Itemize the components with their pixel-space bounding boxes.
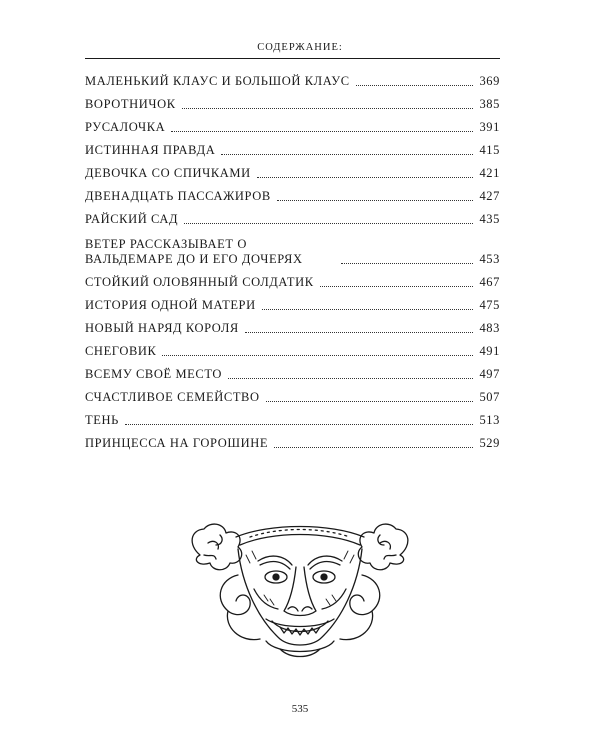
toc-entry-title: СНЕГОВИК	[85, 344, 157, 358]
toc-entry[interactable]	[85, 267, 500, 290]
toc-entry-title: ВСЕМУ СВОЁ МЕСТО	[85, 367, 223, 381]
dot-leader	[262, 308, 474, 310]
toc-entry-title: РАЙСКИЙ САД	[85, 212, 179, 226]
toc-entry-page: 475	[479, 298, 500, 312]
toc-entry-title: ТЕНЬ	[85, 413, 119, 427]
toc-entry-page: 507	[479, 390, 500, 404]
toc-entry-page: 497	[479, 367, 500, 381]
dot-leader	[356, 84, 474, 86]
dot-leader	[184, 222, 473, 224]
toc-entry-title: СЧАСТЛИВОЕ СЕМЕЙСТВО	[85, 390, 260, 404]
dot-leader	[162, 354, 473, 356]
dot-leader	[245, 331, 474, 333]
toc-entry[interactable]	[85, 382, 500, 405]
toc-entry-page: 421	[479, 166, 500, 180]
toc-entry[interactable]	[85, 359, 500, 382]
toc-entry-page: 513	[479, 413, 500, 427]
toc-entry-page: 435	[479, 212, 500, 226]
toc-entry-title: ДВЕНАДЦАТЬ ПАССАЖИРОВ	[85, 189, 271, 203]
toc-entry[interactable]	[85, 313, 500, 336]
toc-entry-page: 453	[479, 252, 500, 266]
toc-entry-page: 483	[479, 321, 500, 335]
dot-leader	[171, 130, 473, 132]
toc-entry-title: СТОЙКИЙ ОЛОВЯННЫЙ СОЛДАТИК	[85, 275, 314, 289]
toc-entry[interactable]	[85, 336, 500, 359]
toc-entry[interactable]	[85, 428, 500, 451]
toc-entry[interactable]	[85, 135, 500, 158]
toc-entry-page: 391	[479, 120, 500, 134]
grotesque-mask-vignette-icon	[180, 515, 420, 665]
dot-leader	[257, 176, 474, 178]
page-number: 535	[291, 703, 309, 715]
toc-entry-title: ИСТОРИЯ ОДНОЙ МАТЕРИ	[85, 298, 256, 312]
toc-entry-page: 427	[479, 189, 500, 203]
toc-entry-title: РУСАЛОЧКА	[85, 120, 166, 134]
toc-entry-title: ВЕТЕР РАССКАЗЫВАЕТ О ВАЛЬДЕМАРЕ ДО И ЕГО ДОЧЕРЯХ	[85, 237, 303, 266]
toc-entry-page: 529	[479, 436, 500, 450]
toc-entry[interactable]	[85, 89, 500, 112]
toc-entry-title: ПРИНЦЕССА НА ГОРОШИНЕ	[85, 436, 269, 450]
dot-leader	[182, 107, 474, 109]
toc-entry-title: ИСТИННАЯ ПРАВДА	[85, 143, 216, 157]
toc-entry[interactable]	[85, 66, 500, 89]
toc-entry[interactable]	[85, 112, 500, 135]
toc-entry-title: ВОРОТНИЧОК	[85, 97, 176, 111]
dot-leader	[125, 423, 474, 425]
toc-entry[interactable]	[85, 181, 500, 204]
dot-leader	[277, 199, 474, 201]
dot-leader	[228, 377, 473, 379]
toc-entry-title: ДЕВОЧКА СО СПИЧКАМИ	[85, 166, 251, 180]
toc-entry[interactable]	[85, 290, 500, 313]
toc-entry[interactable]	[85, 158, 500, 181]
toc-entry[interactable]	[85, 227, 500, 267]
toc-entry-page: 385	[479, 97, 500, 111]
toc-entry-title: МАЛЕНЬКИЙ КЛАУС И БОЛЬШОЙ КЛАУС	[85, 74, 350, 88]
toc-entry-page: 491	[479, 344, 500, 358]
dot-leader	[320, 285, 474, 287]
header-rule	[85, 58, 500, 59]
toc-entry-page: 415	[479, 143, 500, 157]
toc-entry[interactable]	[85, 204, 500, 227]
toc-entry-title: НОВЫЙ НАРЯД КОРОЛЯ	[85, 321, 239, 335]
dot-leader	[266, 400, 474, 402]
dot-leader	[274, 446, 473, 448]
table-of-contents	[85, 66, 500, 451]
toc-entry-page: 369	[479, 74, 500, 88]
dot-leader	[221, 153, 473, 155]
toc-entry[interactable]	[85, 405, 500, 428]
dot-leader	[341, 262, 473, 264]
running-header: СОДЕРЖАНИЕ:	[257, 42, 343, 53]
toc-entry-page: 467	[479, 275, 500, 289]
